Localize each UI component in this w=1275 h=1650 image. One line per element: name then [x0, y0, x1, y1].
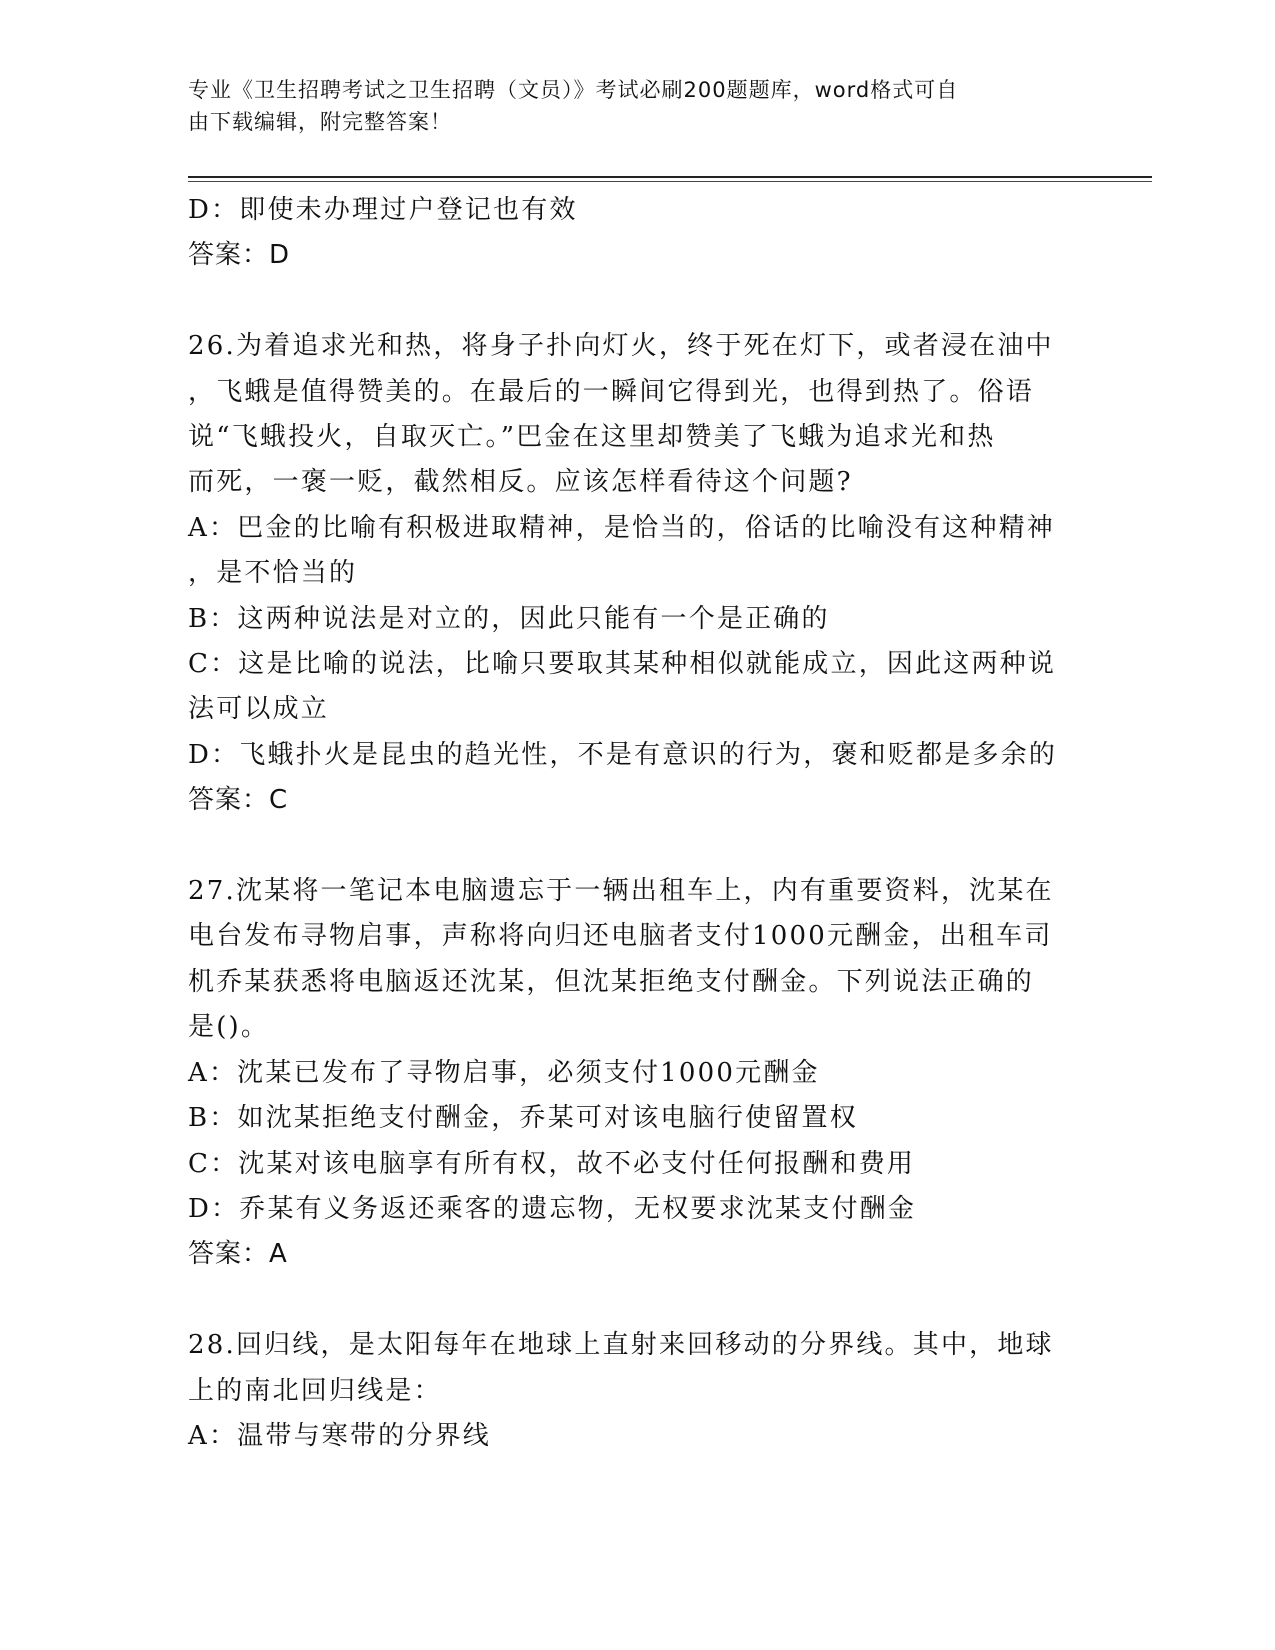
spacer [188, 1278, 1088, 1323]
option-d: D：即使未办理过户登记也有效 [188, 195, 578, 225]
spacer [188, 279, 1088, 324]
question-text: 28.回归线，是太阳每年在地球上直射来回移动的分界线。其中，地球 [188, 1330, 1054, 1361]
option-a-cont: ，是不恰当的 [188, 558, 358, 589]
answer-line: 答案：A [188, 1239, 288, 1270]
option-c: C：沈某对该电脑享有所有权，故不必支付任何报酬和费用 [188, 1148, 916, 1179]
option-c-cont: 法可以成立 [188, 694, 330, 725]
spacer [188, 824, 1088, 869]
question-text: 说“飞蛾投火，自取灭亡。”巴金在这里却赞美了飞蛾为追求光和热 [188, 422, 996, 453]
question-text: 而死，一褒一贬，截然相反。应该怎样看待这个问题? [188, 467, 853, 498]
question-28 [188, 1323, 1088, 1459]
page-header [188, 74, 1068, 138]
option-c: C：这是比喻的说法，比喻只要取其某种相似就能成立，因此这两种说 [188, 649, 1057, 680]
question-text: 27.沈某将一笔记本电脑遗忘于一辆出租车上，内有重要资料，沈某在 [188, 876, 1054, 907]
option-a: A：巴金的比喻有积极进取精神，是恰当的，俗话的比喻没有这种精神 [188, 512, 1055, 543]
header-line: 由下载编辑，附完整答案！ [188, 110, 452, 134]
question-text: 上的南北回归线是： [188, 1375, 442, 1406]
question-text: 机乔某获悉将电脑返还沈某，但沈某拒绝支付酬金。下列说法正确的 [188, 966, 1035, 997]
question-text: ，飞蛾是值得赞美的。在最后的一瞬间它得到光，也得到热了。俗语 [188, 376, 1035, 407]
question-27 [188, 869, 1088, 1278]
header-divider [188, 176, 1152, 178]
answer-line: 答案：D [188, 240, 291, 271]
option-b: B：这两种说法是对立的，因此只能有一个是正确的 [188, 603, 830, 634]
question-content [188, 188, 1088, 1459]
option-d: D：乔某有义务返还乘客的遗忘物，无权要求沈某支付酬金 [188, 1193, 917, 1224]
header-line: 专业《卫生招聘考试之卫生招聘（文员）》考试必刷200题题库，word格式可自 [188, 78, 959, 102]
header-divider-thin [188, 181, 1152, 182]
question-26 [188, 324, 1088, 823]
question-text: 是()。 [188, 1012, 270, 1043]
question-text: 电台发布寻物启事，声称将向归还电脑者支付1000元酬金，出租车司 [188, 921, 1053, 952]
answer-line: 答案：C [188, 785, 289, 816]
option-a: A：沈某已发布了寻物启事，必须支付1000元酬金 [188, 1057, 820, 1088]
option-a: A：温带与寒带的分界线 [188, 1420, 491, 1451]
option-b: B：如沈某拒绝支付酬金，乔某可对该电脑行使留置权 [188, 1103, 858, 1134]
option-d: D：飞蛾扑火是昆虫的趋光性，不是有意识的行为，褒和贬都是多余的 [188, 739, 1058, 770]
question-text: 26.为着追求光和热，将身子扑向灯火，终于死在灯下，或者浸在油中 [188, 331, 1054, 362]
